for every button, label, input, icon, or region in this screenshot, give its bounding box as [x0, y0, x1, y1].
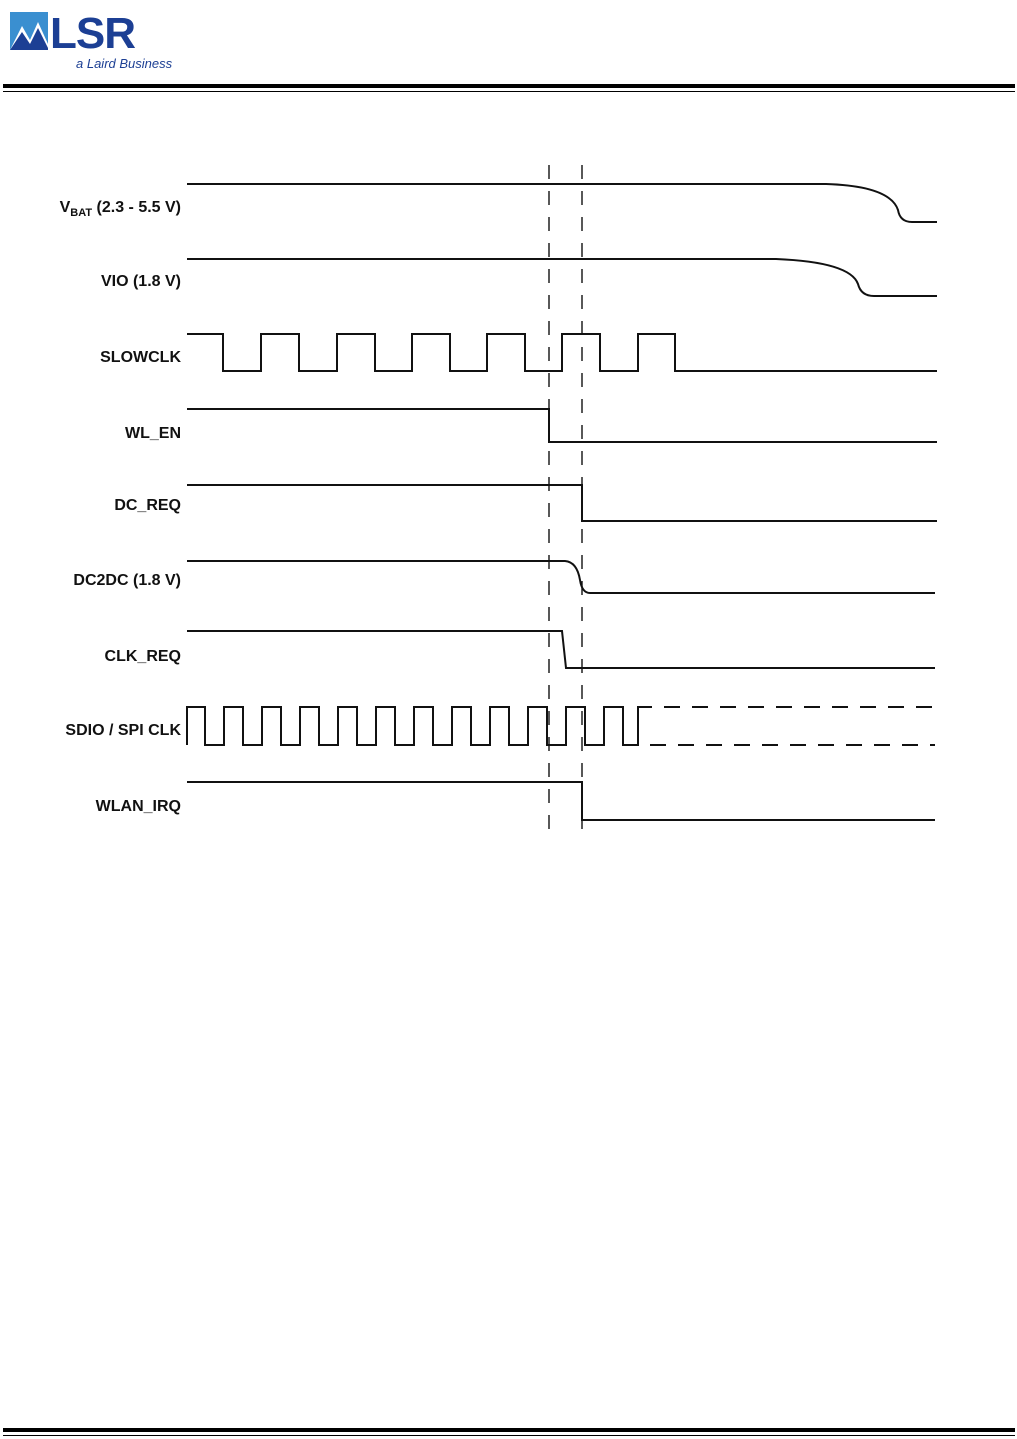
- waveform-slowclk: [187, 334, 937, 371]
- footer-rule: [3, 1428, 1015, 1438]
- waveform-vio: [187, 259, 937, 296]
- waveform-wlan-irq: [187, 782, 935, 820]
- waveform-dc2dc: [187, 561, 935, 593]
- logo-mark-icon: [10, 12, 48, 50]
- power-down-timing-diagram: [0, 150, 1017, 850]
- signal-label-vbat: $V_{BAT}$ (2.3 - 5.5 V): [59, 199, 181, 219]
- logo-text: LSR: [50, 9, 135, 58]
- waveform-dc-req: [187, 485, 937, 521]
- waveform-clk-req: [187, 631, 935, 668]
- signal-label-wlan-irq: WLAN_IRQ: [95, 798, 181, 815]
- company-logo: [8, 8, 173, 74]
- signal-label-vio: VIO (1.8 V): [100, 273, 181, 290]
- signal-label-clk-req: CLK_REQ: [104, 648, 181, 665]
- waveform-wl-en: [187, 409, 937, 442]
- header-rule: [3, 84, 1015, 94]
- signal-label-sdio-spi-clk: SDIO / SPI CLK: [65, 722, 181, 739]
- waveform-vbat: [187, 184, 937, 222]
- signal-label-dc2dc: DC2DC (1.8 V): [73, 572, 181, 589]
- signal-label-dc-req: DC_REQ: [114, 497, 181, 514]
- signal-label-wl-en: WL_EN: [125, 425, 181, 442]
- signal-label-slowclk: SLOWCLK: [100, 349, 181, 366]
- logo-tagline: a Laird Business: [76, 56, 173, 71]
